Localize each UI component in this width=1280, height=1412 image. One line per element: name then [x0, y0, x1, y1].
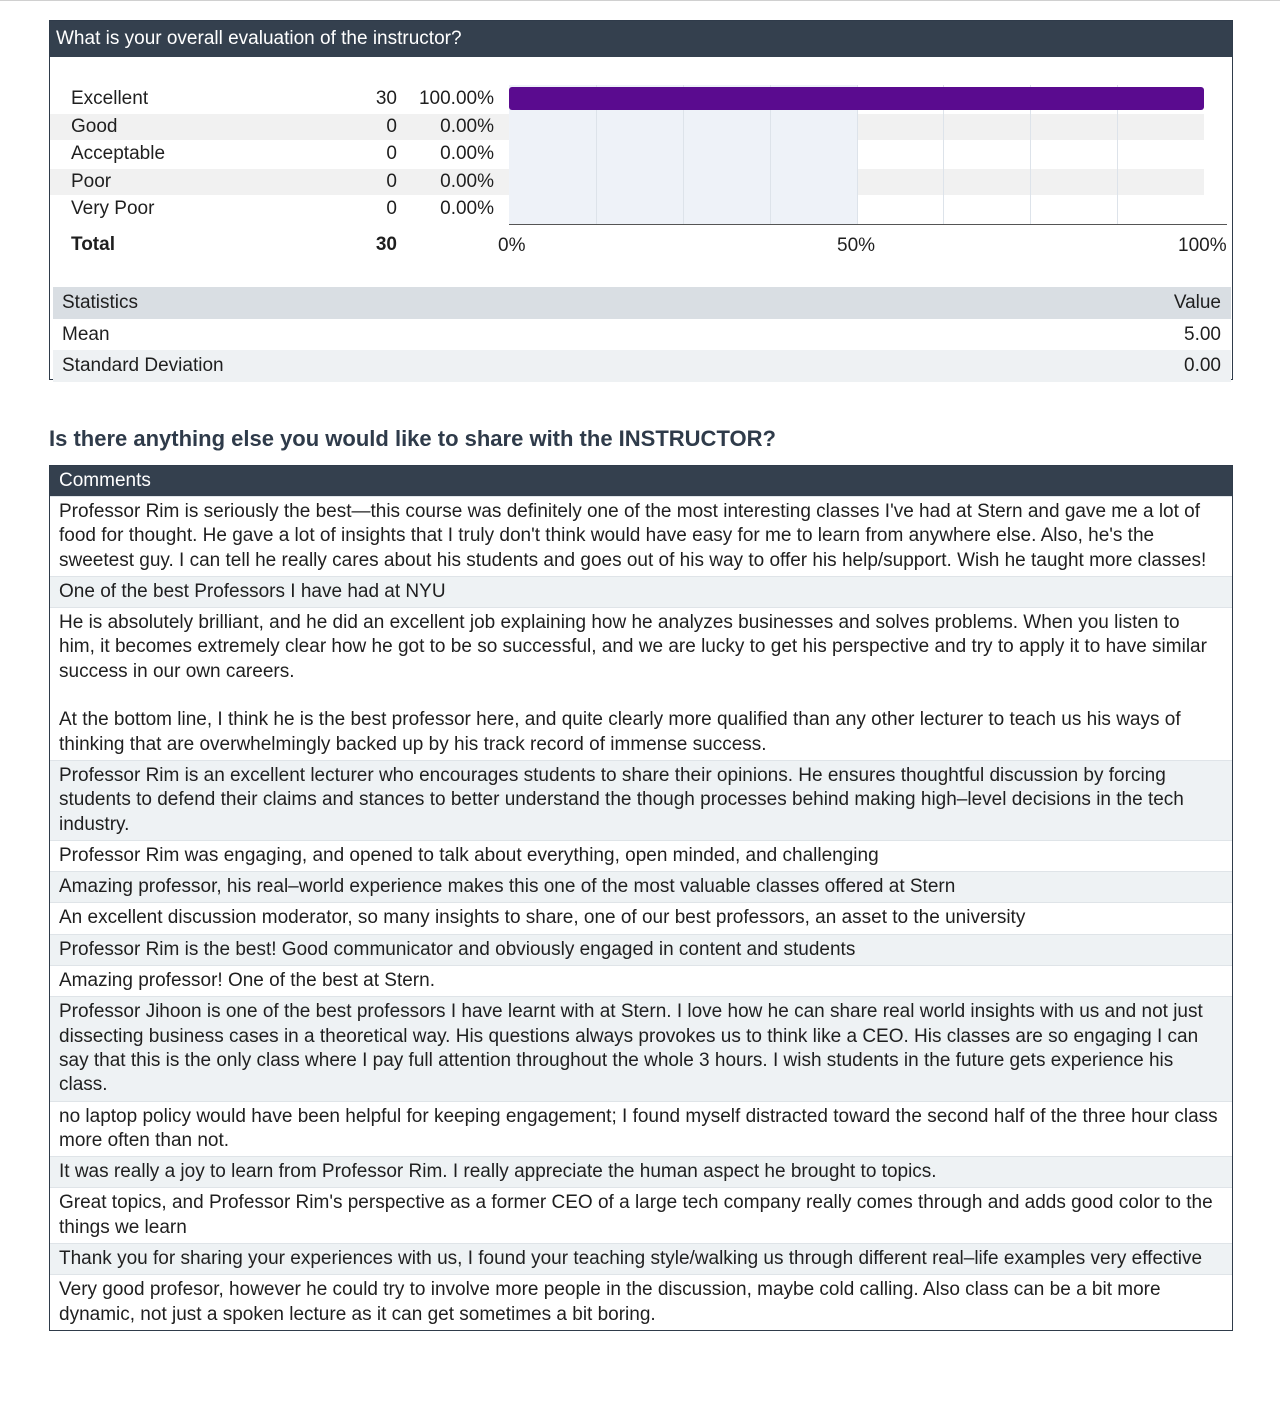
comment-row: Professor Rim is the best! Good communicator and obviously engaged in content and students [50, 934, 1232, 965]
comment-row: no laptop policy would have been helpful for keeping engagement; I found myself distracted toward the second half of the three hour class more often than not. [50, 1101, 1232, 1157]
axis-tick-0: 0% [498, 235, 526, 256]
response-percent: 100.00% [418, 88, 494, 109]
comment-row: Professor Rim was engaging, and opened to talk about everything, open minded, and challenging [50, 840, 1232, 871]
top-divider [0, 0, 1280, 1]
statistics-header-value: Value [1173, 292, 1221, 313]
response-count: 0 [386, 198, 397, 220]
comment-row: He is absolutely brilliant, and he did an excellent job explaining how he analyzes businesses and solves problems. When you listen to him, it becomes extremely clear how he got to be so successful, and we are lucky to get his perspective and try to apply it to have similar success in our own careers. At the bottom line, I think he is the best professor here, and quite clearly more qualified than any other lecturer to teach us his ways of thinking that are overwhelmingly backed up by his track record of immense success. [50, 607, 1232, 760]
response-count: 0 [386, 143, 397, 165]
axis-tick-50: 50% [837, 235, 876, 256]
comment-row: Great topics, and Professor Rim's perspective as a former CEO of a large tech company really comes through and adds good color to the things we learn [50, 1187, 1232, 1243]
comment-row: Professor Jihoon is one of the best professors I have learnt with at Stern. I love how he can share real world insights with us and not just dissecting business cases in a theoretical way. His questions always provokes us to think like a CEO. His classes are so engaging I can say that this is the only class where I pay full attention throughout the whole 3 hours. I wish students in the future gets experience his class. [50, 996, 1232, 1100]
statistic-value: 0.00 [1184, 355, 1221, 376]
response-count: 30 [375, 88, 397, 109]
response-bar-chart [509, 85, 1204, 225]
response-label: Acceptable [71, 143, 166, 165]
response-count: 0 [386, 170, 397, 192]
comment-row: Amazing professor! One of the best at Stern. [50, 965, 1232, 996]
response-label: Excellent [71, 88, 149, 109]
comment-row: Amazing professor, his real–world experience makes this one of the most valuable classes offered at Stern [50, 871, 1232, 902]
statistics-row-std-dev [53, 350, 1231, 382]
comment-row: It was really a joy to learn from Professor Rim. I really appreciate the human aspect he brought to topics. [50, 1156, 1232, 1187]
response-label: Poor [71, 170, 112, 192]
statistics-header-name: Statistics [62, 292, 139, 313]
comment-row: Professor Rim is an excellent lecturer who encourages students to share their opinions. He ensures thoughtful discussion by forcing students to defend their claims and stances to better understand the though processes behind making high–level decisions in the tech industry. [50, 760, 1232, 840]
question-header: What is your overall evaluation of the instructor? [50, 21, 1232, 57]
statistic-name: Standard Deviation [62, 355, 224, 376]
comment-row: Thank you for sharing your experiences with us, I found your teaching style/walking us through different real–life examples very effective [50, 1243, 1232, 1274]
total-label: Total [71, 234, 115, 255]
comment-row: Professor Rim is seriously the best—this course was definitely one of the most interesting classes I've had at Stern and gave me a lot of food for thought. He gave a lot of insights that I truly don't think would have easy for me to learn from anywhere else. Also, he's the sweetest guy. I can tell he really cares about his students and goes out of his way to offer his help/support. Wish he taught more classes! [50, 496, 1232, 576]
comments-question-title: Is there anything else you would like to share with the INSTRUCTOR? [49, 426, 776, 451]
comment-row: An excellent discussion moderator, so many insights to share, one of our best professors, an asset to the university [50, 902, 1232, 933]
comments-header: Comments [50, 466, 1232, 496]
statistics-table [53, 287, 1231, 382]
comments-table [49, 465, 1233, 1331]
response-label: Very Poor [71, 198, 155, 220]
statistic-name: Mean [62, 323, 110, 345]
chart-axis [509, 224, 1227, 225]
total-count: 30 [375, 234, 397, 255]
statistics-row-mean [53, 319, 1231, 351]
response-percent: 0.00% [440, 115, 494, 137]
comment-row: Very good profesor, however he could try to involve more people in the discussion, maybe cold calling. Also class can be a bit more dynamic, not just a spoken lecture as it can get sometimes a bit boring. [50, 1274, 1232, 1330]
comment-row: One of the best Professors I have had at NYU [50, 576, 1232, 607]
response-count: 0 [386, 115, 397, 137]
evaluation-panel [49, 20, 1233, 380]
total-row [50, 230, 1234, 260]
statistic-value: 5.00 [1184, 323, 1221, 345]
bar-excellent [509, 87, 1204, 110]
response-percent: 0.00% [440, 170, 494, 192]
response-label: Good [71, 115, 118, 137]
axis-tick-100: 100% [1178, 235, 1227, 256]
statistics-header [53, 287, 1231, 319]
response-percent: 0.00% [440, 198, 494, 220]
response-percent: 0.00% [440, 143, 494, 165]
